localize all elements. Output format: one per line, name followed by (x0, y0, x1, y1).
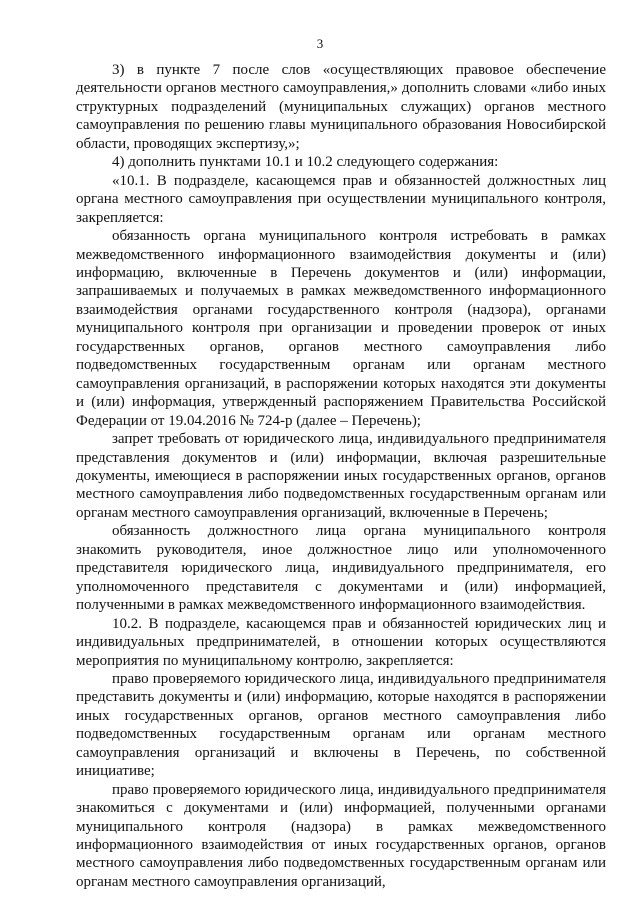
paragraph-prohibition: запрет требовать от юридического лица, индивидуального предпринимателя представления документов и (или) информации, включая разрешительные документы, имеющиеся в распоряжении иных государственных органов, органов местного самоуправления либо подведомственных государственным органам или органам местного самоуправления организаций, включенные в Перечень; (76, 431, 606, 521)
paragraph-item-3: 3) в пункте 7 после слов «осуществляющих правовое обеспечение деятельности органов местного самоуправления,» дополнить словами «либо иных структурных подразделений (муниципальных служащих) органов местного самоуправления по решению главы муниципального образования Новосибирской области, проводящих экспертизу,»; (76, 62, 606, 152)
paragraph-10-1-heading: «10.1. В подразделе, касающемся прав и обязанностей должностных лиц органа местного самоуправления при осуществлении муниципального контроля, закрепляется: (76, 172, 606, 226)
paragraph-right-submit: право проверяемого юридического лица, индивидуального предпринимателя представить документы и (или) информацию, которые находятся в распоряжении иных государственных органов, органов местного самоуправления либо подведомственных государственным органам или органам местного самоуправления организаций и включены в Перечень, по собственной инициативе; (76, 670, 606, 780)
paragraph-10-2-heading: 10.2. В подразделе, касающемся прав и обязанностей юридических лиц и индивидуальных предпринимателей, в отношении которых осуществляются мероприятия по муниципальному контролю, закрепляется: (76, 615, 606, 669)
document-body (76, 61, 606, 891)
paragraph-item-4: 4) дополнить пунктами 10.1 и 10.2 следующего содержания: (112, 154, 499, 171)
paragraph-obligation-inform: обязанность должностного лица органа муниципального контроля знакомить руководителя, иное должностное лицо или уполномоченного представителя юридического лица, индивидуального предпринимателя, его уполномоченного представителя с документами и (или) информацией, полученными в рамках межведомственного информационного взаимодействия. (76, 523, 606, 614)
paragraph-obligation-request: обязанность органа муниципального контроля истребовать в рамках межведомственного информационного взаимодействия документы и (или) информацию, включенные в Перечень документов и (или) информации, запрашиваемых и получаемых в рамках межведомственного информационного взаимодействия органами государственного контроля (надзора), органами муниципального контроля при организации и проведении проверок от иных государственных органов, органов местного самоуправления либо подведомственных государственным органам или органам местного самоуправления организаций, в распоряжении которых находятся эти документы и (или) информация, утвержденный распоряжением Правительства Российской Федерации от 19.04.2016 № 724-р (далее – Перечень); (76, 228, 606, 429)
paragraph-right-review: право проверяемого юридического лица, индивидуального предпринимателя знакомиться с документами и (или) информацией, полученными органами муниципального контроля (надзора) в рамках межведомственного информационного взаимодействия от иных государственных органов, органов местного самоуправления либо подведомственных государственным органам или органам местного самоуправления организаций, (76, 781, 606, 890)
page-number: 3 (316, 36, 324, 51)
